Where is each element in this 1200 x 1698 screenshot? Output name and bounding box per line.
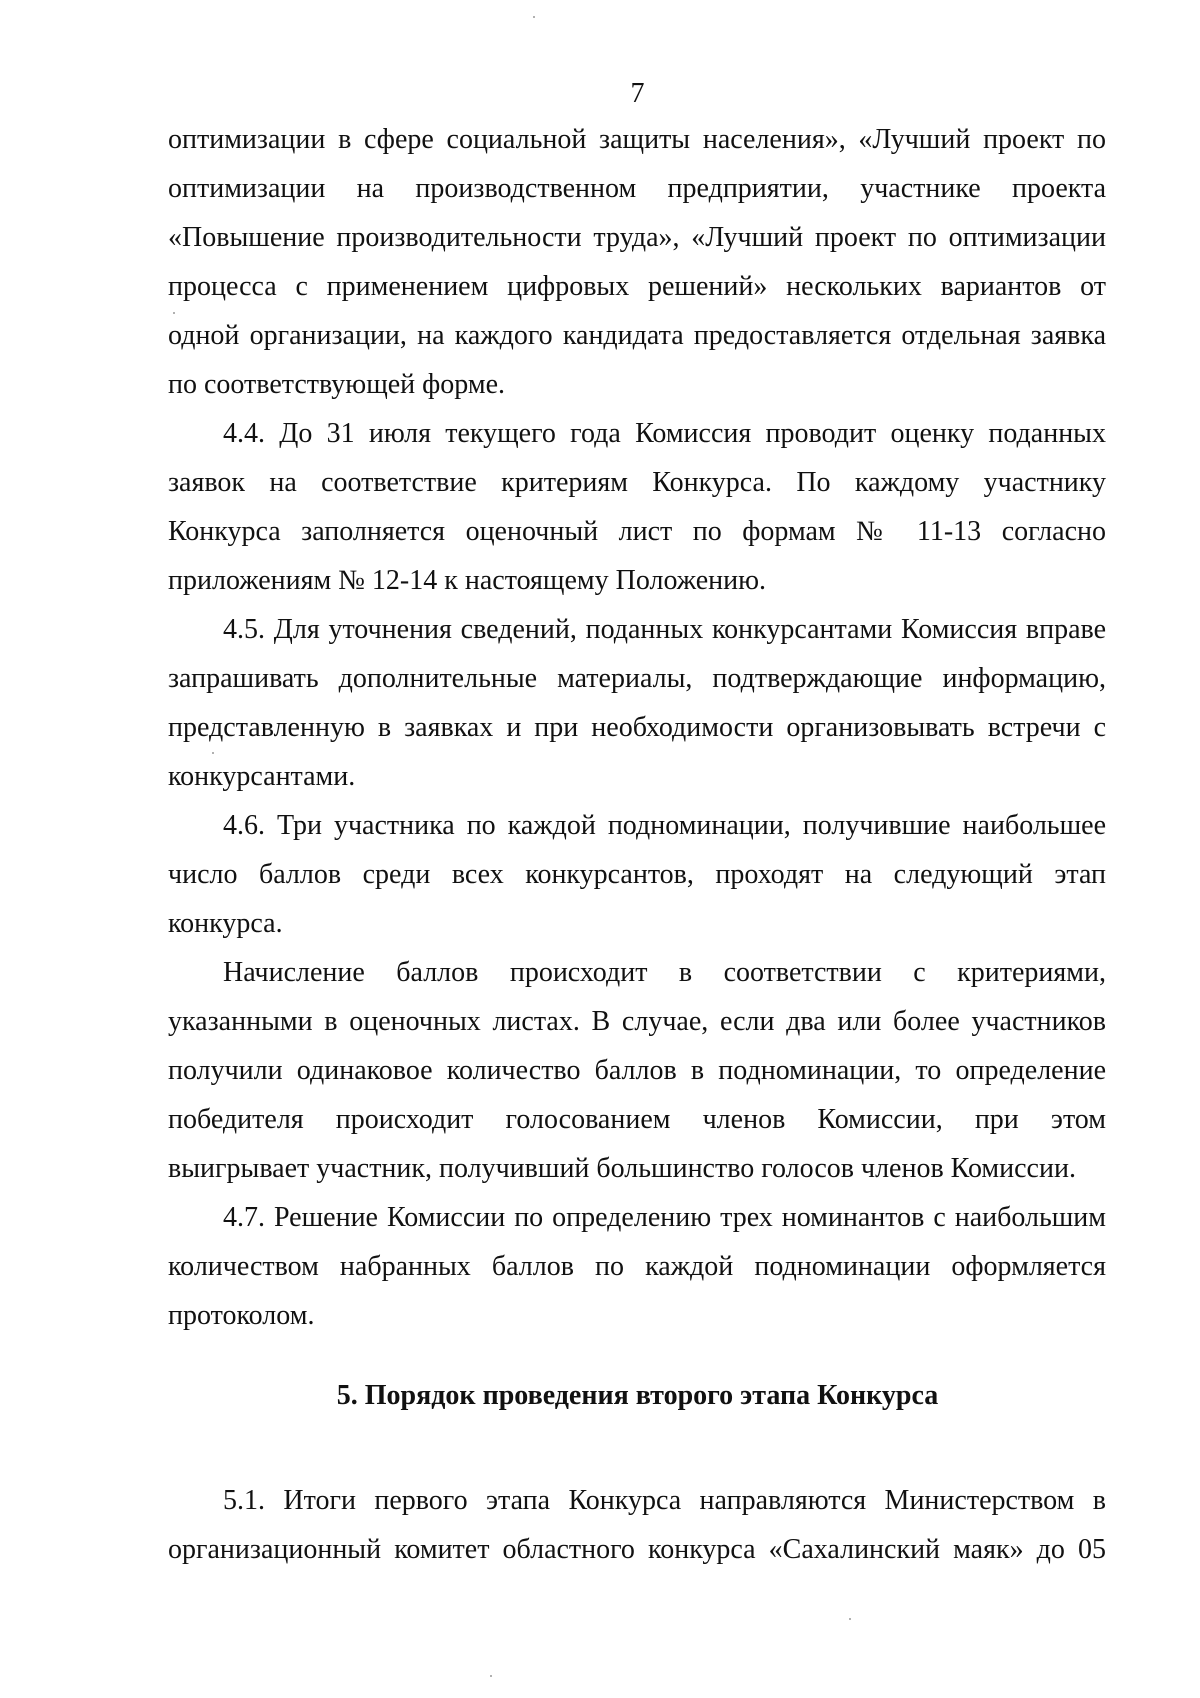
text-line: представленную в заявках и при необходимости организовывать встречи с — [168, 712, 1106, 743]
section-heading: 5. Порядок проведения второго этапа Конкурса — [336, 1380, 939, 1411]
text-line: получили одинаковое количество баллов в подноминации, то определение — [168, 1055, 1106, 1086]
text-line: Начисление баллов происходит в соответствии с критериями, — [223, 957, 1106, 988]
scan-speck — [173, 312, 175, 314]
text-line: 4.5. Для уточнения сведений, поданных конкурсантами Комиссия вправе — [223, 614, 1106, 645]
paragraph-4-7 — [168, 1193, 1106, 1340]
text-line: 4.7. Решение Комиссии по определению трех номинантов с наибольшим — [223, 1202, 1106, 1233]
text-line: указанными в оценочных листах. В случае, если два или более участников — [168, 1006, 1106, 1037]
text-line: оптимизации на производственном предприятии, участнике проекта — [168, 173, 1106, 204]
paragraph-scoring — [168, 948, 1106, 1193]
paragraph-4-4 — [168, 409, 1106, 605]
text-line: 4.4. До 31 июля текущего года Комиссия проводит оценку поданных — [223, 418, 1106, 449]
document-body — [168, 115, 1106, 1340]
scan-speck — [212, 752, 214, 754]
text-line: процесса с применением цифровых решений» нескольких вариантов от — [168, 271, 1106, 302]
paragraph-4-6 — [168, 801, 1106, 948]
text-line: приложениям № 12-14 к настоящему Положению. — [168, 565, 767, 596]
text-line: одной организации, на каждого кандидата предоставляется отдельная заявка — [168, 320, 1106, 351]
text-line: оптимизации в сфере социальной защиты населения», «Лучший проект по — [168, 124, 1106, 155]
text-line: заявок на соответствие критериям Конкурса. По каждому участнику — [168, 467, 1106, 498]
text-line: «Повышение производительности труда», «Лучший проект по оптимизации — [168, 222, 1106, 253]
text-line: организационный комитет областного конкурса «Сахалинский маяк» до 05 — [168, 1534, 1106, 1565]
text-line: победителя происходит голосованием членов Комиссии, при этом — [168, 1104, 1106, 1135]
text-line: запрашивать дополнительные материалы, подтверждающие информацию, — [168, 663, 1106, 694]
paragraph-4-5 — [168, 605, 1106, 801]
text-line: конкурсантами. — [168, 761, 356, 792]
text-line: выигрывает участник, получивший большинство голосов членов Комиссии. — [168, 1153, 1076, 1184]
text-line: конкурса. — [168, 908, 283, 939]
text-line: по соответствующей форме. — [168, 369, 506, 400]
page-number: 7 — [630, 78, 645, 109]
text-line: Конкурса заполняется оценочный лист по формам № 11-13 согласно — [168, 516, 1106, 547]
text-line: количеством набранных баллов по каждой подноминации оформляется — [168, 1251, 1106, 1282]
paragraph-continuation — [168, 115, 1106, 409]
paragraph-5-1 — [168, 1476, 1106, 1574]
text-line: 5.1. Итоги первого этапа Конкурса направляются Министерством в — [223, 1485, 1106, 1516]
scan-speck — [533, 16, 535, 18]
text-line: 4.6. Три участника по каждой подноминации, получившие наибольшее — [223, 810, 1106, 841]
scan-speck — [490, 1675, 492, 1677]
text-line: число баллов среди всех конкурсантов, проходят на следующий этап — [168, 859, 1106, 890]
scan-speck — [849, 1618, 851, 1620]
text-line: протоколом. — [168, 1300, 315, 1331]
